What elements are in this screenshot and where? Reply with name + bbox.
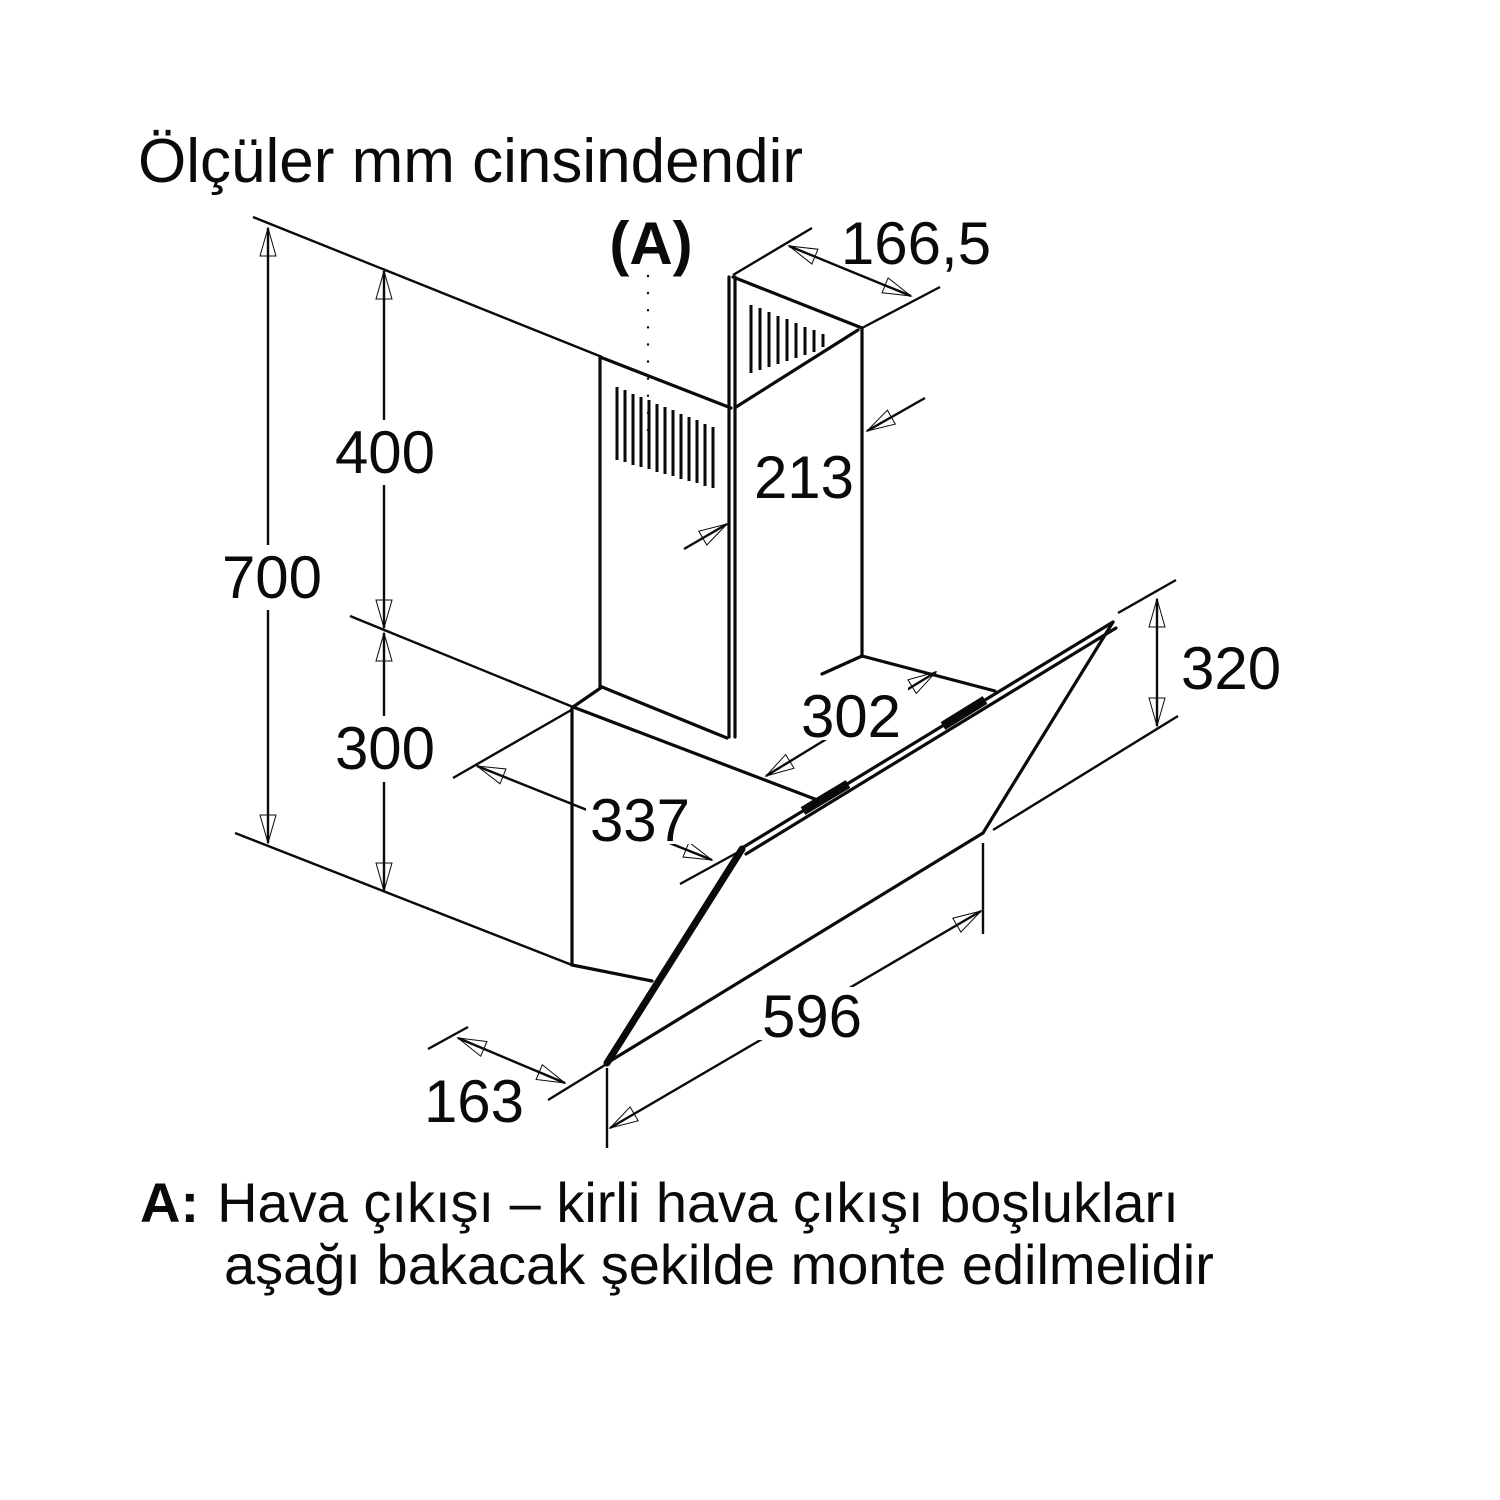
label-302: 302 (800, 683, 902, 750)
ext-320-top (1118, 580, 1176, 613)
air-outlet-marker (609, 210, 692, 446)
hood-back-corner-edge (822, 656, 862, 674)
ext-163-right (548, 1065, 605, 1100)
vent-slots-back-panel (751, 305, 823, 373)
label-337: 337 (589, 787, 691, 854)
note-line-1: Hava çıkışı – kirli hava çıkışı boşlukları (217, 1171, 1179, 1234)
leader-213-lower (684, 524, 727, 549)
ext-163-left (428, 1027, 468, 1049)
mounting-note (140, 1172, 1400, 1296)
glass-left-edge (607, 849, 742, 1063)
hood-top-corner-edge (573, 687, 602, 707)
marker-a-label: (A) (609, 210, 693, 277)
label-166: 166,5 (840, 210, 992, 277)
label-700: 700 (221, 544, 323, 611)
label-300: 300 (334, 715, 436, 782)
label-213: 213 (753, 444, 855, 511)
glass-right-edge (983, 622, 1113, 833)
label-163: 163 (423, 1068, 525, 1135)
label-400: 400 (334, 419, 436, 486)
note-line-2: aşağı bakacak şekilde monte edilmelidir (224, 1233, 1214, 1296)
page-title: Ölçüler mm cinsindendir (138, 127, 803, 196)
label-320: 320 (1181, 635, 1282, 702)
chimney-base-line (602, 687, 727, 738)
ext-bottom (235, 833, 572, 965)
extension-lines (235, 217, 1178, 1148)
ext-337-left (453, 709, 573, 778)
note-label-a: A: (140, 1171, 200, 1234)
leader-213-upper (867, 398, 925, 431)
hood-bottom-edge (572, 965, 652, 981)
label-596: 596 (761, 983, 863, 1050)
ext-top (253, 217, 602, 357)
vent-slots-front-panel (617, 387, 713, 488)
chimney-front-top-edge (600, 357, 731, 408)
